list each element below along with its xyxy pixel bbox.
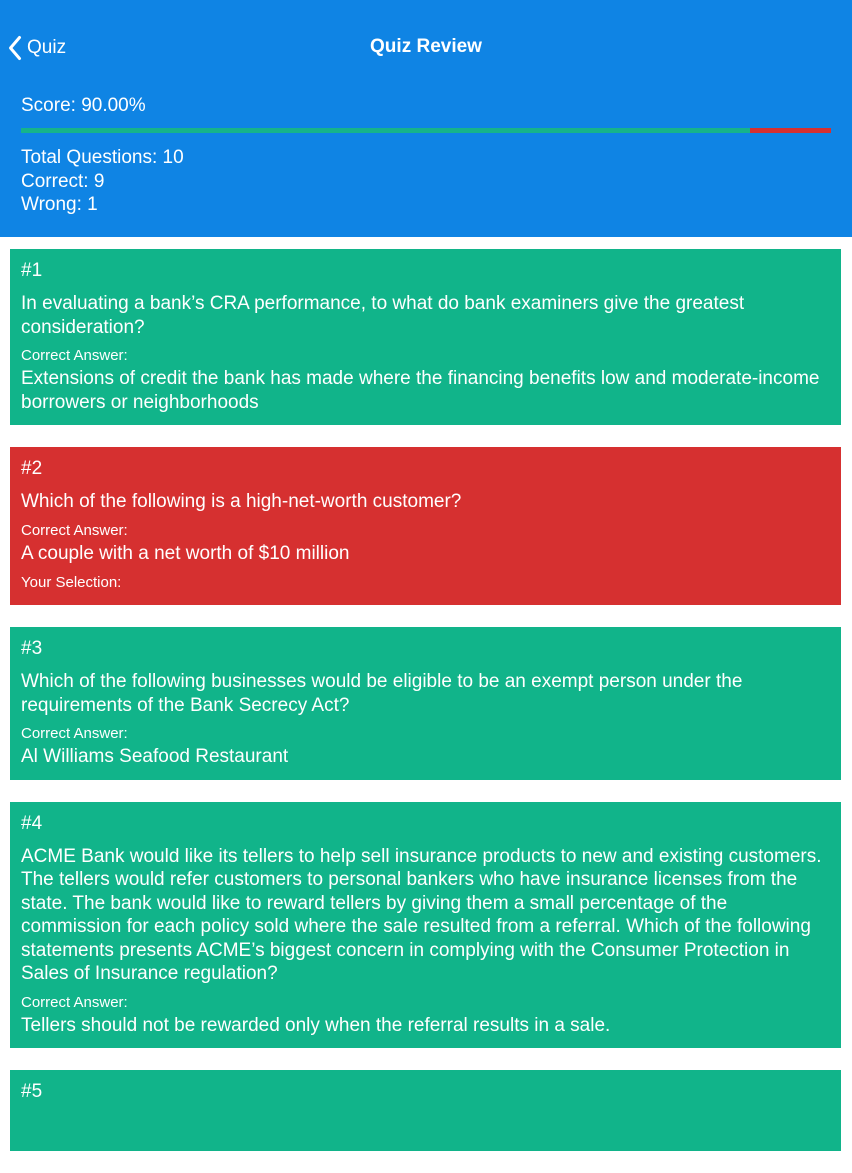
correct-answer-text: A couple with a net worth of $10 million bbox=[21, 542, 350, 564]
correct-answer-label: Correct Answer: bbox=[21, 993, 128, 1011]
question-text: In evaluating a bank’s CRA performance, to what do bank examiners give the greatest consideration? bbox=[21, 293, 745, 338]
question-number: #3 bbox=[21, 638, 43, 659]
score-progress-bar bbox=[21, 128, 831, 133]
correct-answer-text: Extensions of credit the bank has made where the financing benefits low and moderate-income borrowers or neighborhoods bbox=[21, 368, 820, 413]
question-card[interactable] bbox=[10, 447, 841, 605]
correct-answer-text: Al Williams Seafood Restaurant bbox=[21, 746, 289, 767]
score-text: Score: 90.00% bbox=[21, 95, 146, 116]
question-card[interactable] bbox=[10, 249, 841, 425]
back-label: Quiz bbox=[27, 37, 67, 58]
question-number: #2 bbox=[21, 458, 43, 479]
correct-count: Correct: 9 bbox=[21, 170, 105, 192]
header bbox=[0, 0, 852, 237]
question-card[interactable] bbox=[10, 627, 841, 780]
correct-answer-label: Correct Answer: bbox=[21, 347, 128, 364]
question-number: #1 bbox=[21, 260, 43, 281]
total-questions: Total Questions: 10 bbox=[21, 147, 184, 168]
correct-answer-text: Tellers should not be rewarded only when the referral results in a sale. bbox=[21, 1014, 611, 1036]
question-list bbox=[10, 249, 841, 1173]
your-selection-label: Your Selection: bbox=[21, 574, 122, 591]
question-text: Which of the following is a high-net-worth customer? bbox=[21, 491, 462, 512]
question-card[interactable] bbox=[10, 802, 841, 1049]
correct-answer-label: Correct Answer: bbox=[21, 521, 128, 539]
question-text: Which of the following businesses would be eligible to be an exempt person under the requirements of the Bank Secrecy Act? bbox=[21, 671, 743, 716]
score-progress-fill bbox=[21, 128, 750, 133]
question-card[interactable] bbox=[10, 1070, 841, 1151]
question-number: #4 bbox=[21, 812, 43, 834]
question-text: ACME Bank would like its tellers to help sell insurance products to new and existing customers. The tellers would refer customers to personal bankers who have insurance licenses from the state. The bank would like to reward tellers by giving them a small percentage of the commission for each policy sold where the sale resulted from a referral. Which of the following statements presents ACME’s biggest concern in complying with the Consumer Protection in Sales of Insurance regulation? bbox=[21, 845, 822, 984]
stats bbox=[21, 146, 184, 217]
page-title: Quiz Review bbox=[370, 36, 482, 57]
correct-answer-label: Correct Answer: bbox=[21, 725, 128, 742]
question-number: #5 bbox=[21, 1081, 43, 1102]
wrong-count: Wrong: 1 bbox=[21, 194, 98, 215]
